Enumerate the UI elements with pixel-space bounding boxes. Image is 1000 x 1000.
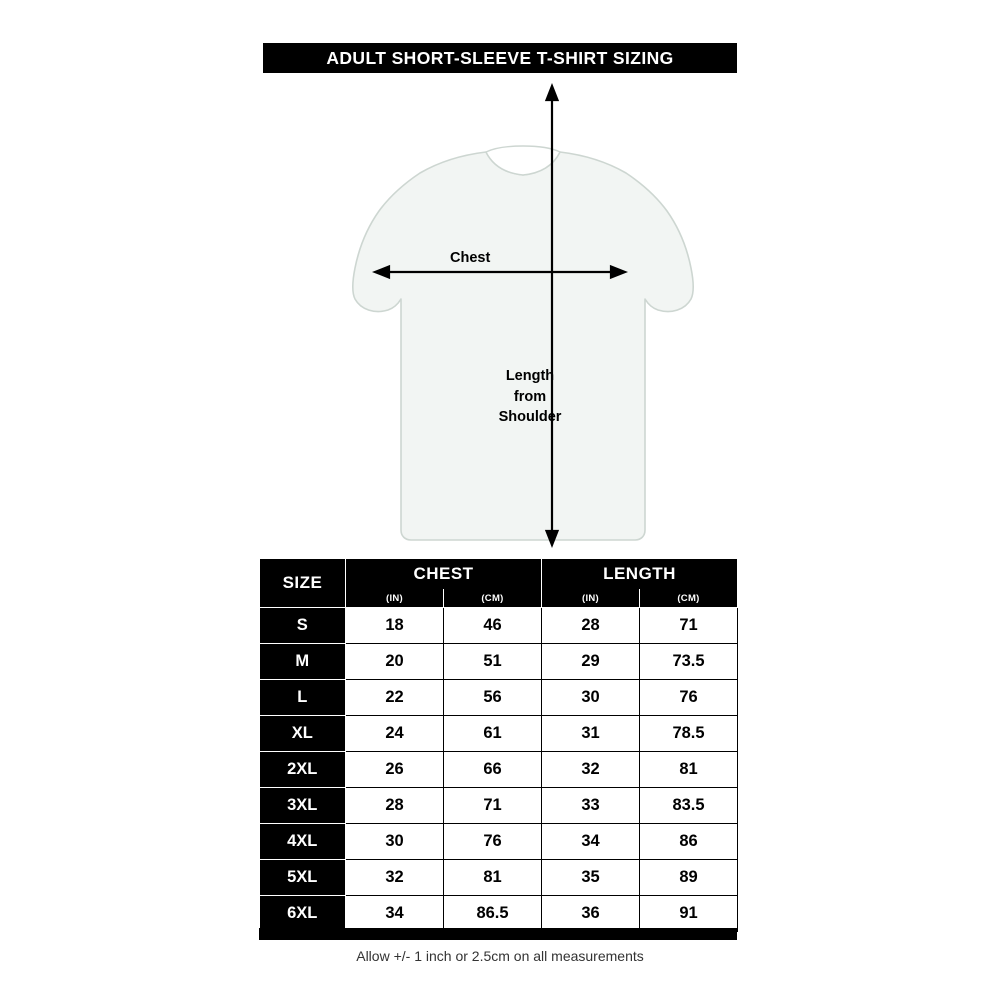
cell-length-in: 35 [542,860,640,896]
header-length-cm: (CM) [640,589,738,608]
table-row [260,680,738,716]
cell-length-cm: 86 [640,824,738,860]
cell-chest-cm: 76 [444,824,542,860]
chart-title-bar [263,43,737,73]
measurement-tolerance-note: Allow +/- 1 inch or 2.5cm on all measurements [356,948,644,964]
cell-size: 6XL [260,896,346,932]
cell-chest-in: 28 [346,788,444,824]
cell-length-in: 34 [542,824,640,860]
header-chest: CHEST [346,559,542,590]
table-row [260,824,738,860]
cell-size: S [260,608,346,644]
cell-chest-in: 34 [346,896,444,932]
cell-size: 5XL [260,860,346,896]
table-row [260,860,738,896]
page-title: ADULT SHORT-SLEEVE T-SHIRT SIZING [326,47,674,68]
cell-length-in: 33 [542,788,640,824]
cell-length-in: 36 [542,896,640,932]
cell-size: 4XL [260,824,346,860]
cell-chest-cm: 66 [444,752,542,788]
cell-size: 3XL [260,788,346,824]
cell-length-cm: 89 [640,860,738,896]
cell-chest-cm: 81 [444,860,542,896]
cell-size: XL [260,716,346,752]
cell-chest-in: 30 [346,824,444,860]
length-label-line-1: Length [505,368,555,384]
cell-length-cm: 91 [640,896,738,932]
table-row [260,788,738,824]
cell-chest-in: 22 [346,680,444,716]
table-row [260,644,738,680]
table-row [260,716,738,752]
header-chest-cm: (CM) [444,589,542,608]
cell-chest-cm: 46 [444,608,542,644]
cell-chest-cm: 61 [444,716,542,752]
table-bottom-strip [259,928,737,940]
tshirt-illustration [255,78,745,553]
cell-chest-cm: 71 [444,788,542,824]
header-length-in: (IN) [542,589,640,608]
cell-length-cm: 78.5 [640,716,738,752]
cell-chest-in: 32 [346,860,444,896]
cell-length-in: 29 [542,644,640,680]
cell-size: L [260,680,346,716]
header-chest-in: (IN) [346,589,444,608]
chest-measure-label: Chest [450,250,491,266]
cell-length-cm: 73.5 [640,644,738,680]
cell-chest-in: 24 [346,716,444,752]
cell-length-cm: 81 [640,752,738,788]
cell-chest-in: 20 [346,644,444,680]
table-header-main [260,559,738,590]
cell-length-in: 28 [542,608,640,644]
cell-chest-cm: 51 [444,644,542,680]
cell-size: 2XL [260,752,346,788]
cell-length-in: 31 [542,716,640,752]
cell-length-in: 32 [542,752,640,788]
cell-length-in: 30 [542,680,640,716]
cell-length-cm: 76 [640,680,738,716]
tshirt-shape [353,152,694,540]
cell-length-cm: 83.5 [640,788,738,824]
header-length: LENGTH [542,559,738,590]
table-row [260,608,738,644]
length-label-line-2: from [513,388,547,405]
cell-chest-cm: 56 [444,680,542,716]
tshirt-svg [255,78,745,553]
cell-chest-in: 18 [346,608,444,644]
length-label-line-3: Shoulder [498,409,562,426]
cell-chest-in: 26 [346,752,444,788]
table-row [260,896,738,932]
size-table [259,558,738,932]
header-size: SIZE [260,559,346,608]
cell-length-cm: 71 [640,608,738,644]
length-measure-label [470,366,590,428]
cell-size: M [260,644,346,680]
cell-chest-cm: 86.5 [444,896,542,932]
table-row [260,752,738,788]
